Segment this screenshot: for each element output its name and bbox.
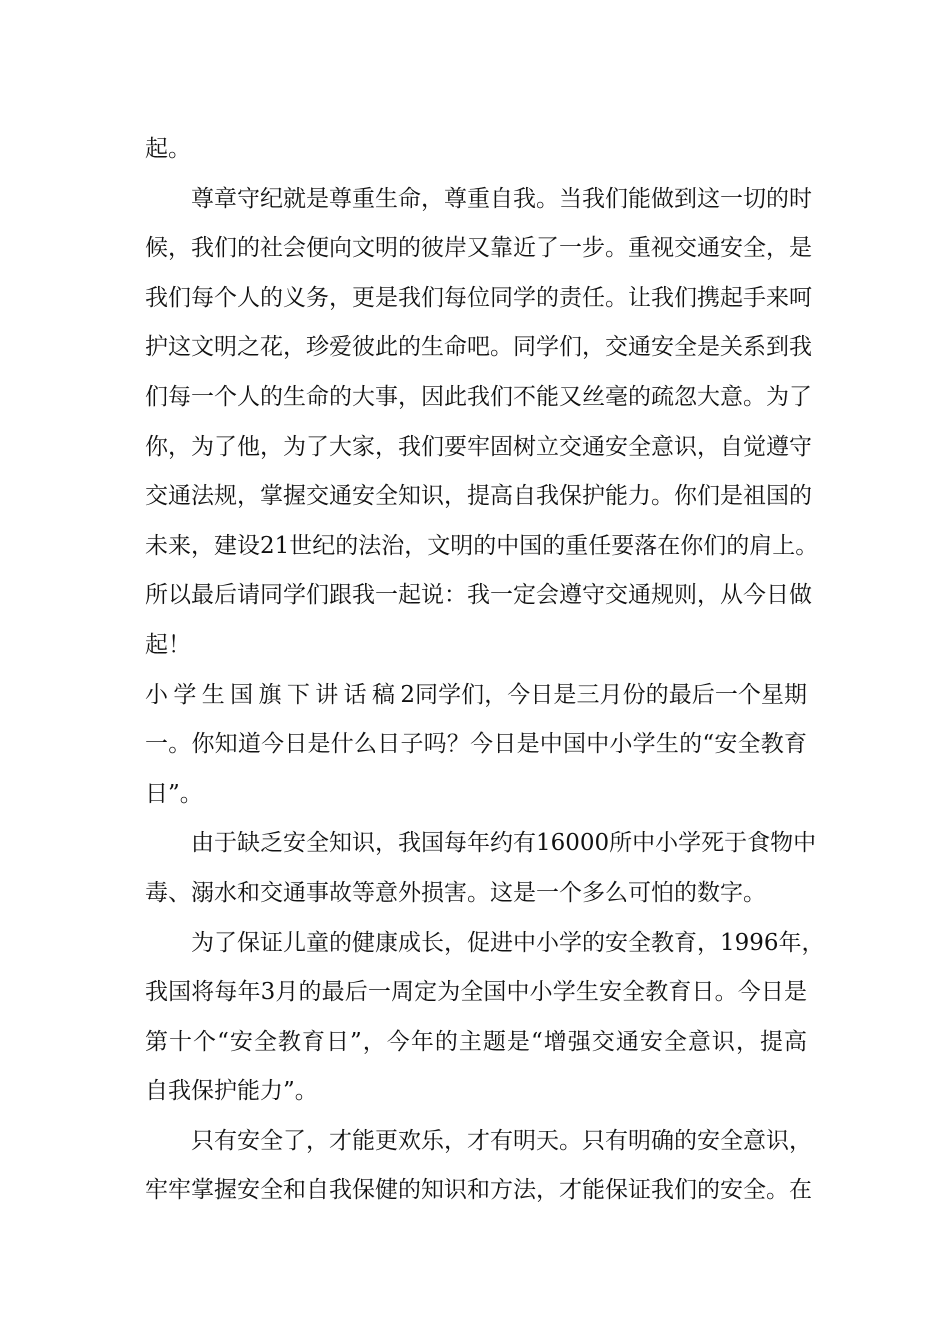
text-line: 交通法规，掌握交通安全知识，提高自我保护能力。你们是祖国的 bbox=[145, 483, 812, 510]
paragraph-first-line: 由于缺乏安全知识，我国每年约有16000所中小学死于食物中 bbox=[191, 830, 817, 857]
text-line: 牢牢掌握安全和自我保健的知识和方法，才能保证我们的安全。在 bbox=[145, 1177, 812, 1204]
text-line: 第十个“安全教育日”，今年的主题是“增强交通安全意识，提高 bbox=[145, 1028, 807, 1055]
text-line: 们每一个人的生命的大事，因此我们不能又丝毫的疏忽大意。为了 bbox=[145, 383, 812, 410]
text-line: 所以最后请同学们跟我一起说：我一定会遵守交通规则，从今日做 bbox=[145, 582, 812, 609]
text-line: 护这文明之花，珍爱彼此的生命吧。同学们，交通安全是关系到我 bbox=[145, 334, 812, 361]
document-body bbox=[145, 125, 825, 1216]
text-line: 起。 bbox=[145, 136, 191, 162]
paragraph-first-line: 只有安全了，才能更欢乐，才有明天。只有明确的安全意识， bbox=[191, 1127, 812, 1154]
paragraph-first-line: 为了保证儿童的健康成长，促进中小学的安全教育，1996年， bbox=[191, 929, 825, 956]
text-line: 未来，建设21世纪的法治，文明的中国的重任要落在你们的肩上。 bbox=[145, 532, 819, 559]
heading-line-text: 同学们，今日是三月份的最后一个星期 bbox=[415, 681, 807, 708]
text-line: 自我保护能力”。 bbox=[145, 1078, 318, 1105]
text-line: 毒、溺水和交通事故等意外损害。这是一个多么可怕的数字。 bbox=[145, 879, 766, 906]
text-line: 候，我们的社会便向文明的彼岸又靠近了一步。重视交通安全，是 bbox=[145, 235, 812, 262]
text-line: 我国将每年3月的最后一周定为全国中小学生安全教育日。今日是 bbox=[145, 979, 807, 1006]
text-line: 起！ bbox=[145, 631, 191, 658]
paragraph-first-line: 尊章守纪就是尊重生命，尊重自我。当我们能做到这一切的时 bbox=[191, 185, 812, 212]
text-line: 你，为了他，为了大家，我们要牢固树立交通安全意识，自觉遵守 bbox=[145, 433, 812, 460]
text-line: 我们每个人的义务，更是我们每位同学的责任。让我们携起手来呵 bbox=[145, 284, 812, 311]
section-heading-line bbox=[145, 671, 807, 721]
text-line: 日”。 bbox=[145, 780, 203, 807]
text-line: 一。你知道今日是什么日子吗？今日是中国中小学生的“安全教育 bbox=[145, 731, 807, 758]
section-heading: 小学生国旗下讲话稿2 bbox=[145, 681, 415, 708]
